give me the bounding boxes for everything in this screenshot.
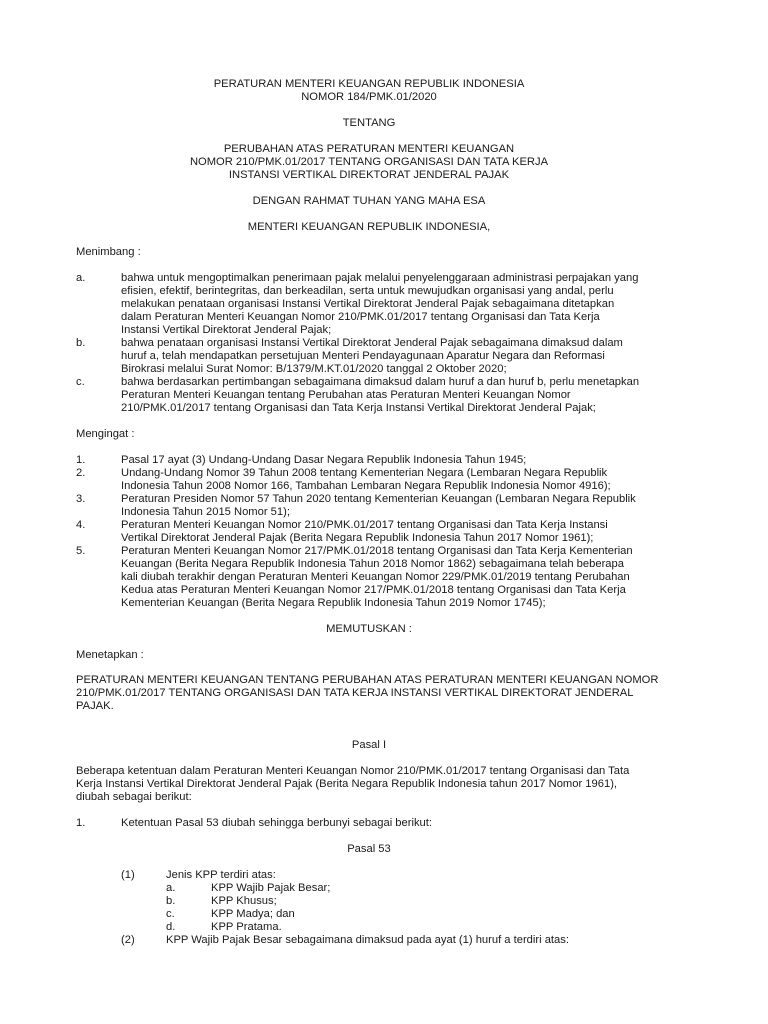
- tentang-heading: TENTANG: [342, 117, 396, 129]
- huruf-num: c.: [166, 908, 175, 920]
- mengingat-item: Undang-Undang Nomor 39 Tahun 2008 tentang Kementerian Negara (Lembaran Negara Republik Indonesia Tahun 2008 Nomor 166, Tambahan Lembaran Negara Republik Indonesia Nomor 4916);: [121, 467, 611, 492]
- mengingat-item: Peraturan Presiden Nomor 57 Tahun 2020 tentang Kementerian Keuangan (Lembaran Negara Republik Indonesia Tahun 2015 Nomor 51);: [121, 493, 636, 518]
- menetapkan-label: Menetapkan :: [76, 649, 144, 661]
- regulation-number: NOMOR 184/PMK.01/2020: [301, 91, 437, 103]
- ayat-text: Jenis KPP terdiri atas:: [166, 869, 276, 881]
- huruf-num: a.: [166, 882, 176, 894]
- mengingat-item: Pasal 17 ayat (3) Undang-Undang Dasar Negara Republik Indonesia Tahun 1945;: [121, 454, 527, 466]
- menimbang-label: Menimbang :: [76, 246, 141, 258]
- huruf-text: KPP Madya; dan: [211, 908, 295, 920]
- mengingat-item: Peraturan Menteri Keuangan Nomor 217/PMK.01/2018 tentang Organisasi dan Tata Kerja Kementerian Keuangan (Berita Negara Republik Indonesia Tahun 2018 Nomor 1862) sebagaimana telah beberapa kali diubah terakhir dengan Peraturan Menteri Keuangan Nomor 229/PMK.01/2019 tentang Perubahan Kedua atas Peraturan Menteri Keuangan Nomor 217/PMK.01/2018 tentang Organisasi dan Tata Kerja Kementerian Keuangan (Berita Negara Republik Indonesia Tahun 2019 Nomor 1745);: [121, 545, 633, 609]
- menimbang-num: c.: [76, 376, 85, 388]
- huruf-num: b.: [166, 895, 176, 907]
- mengingat-item: Peraturan Menteri Keuangan Nomor 210/PMK.01/2017 tentang Organisasi dan Tata Kerja Instansi Vertikal Direktorat Jenderal Pajak (Berita Negara Republik Indonesia Tahun 2017 Nomor 1961);: [121, 519, 608, 544]
- pasal-i-intro: Beberapa ketentuan dalam Peraturan Menteri Keuangan Nomor 210/PMK.01/2017 tentang Organisasi dan Tata Kerja Instansi Vertikal Direktorat Jenderal Pajak (Berita Negara Republik Indonesia tahun 2017 Nomor 1961), diubah sebagai berikut:: [76, 765, 630, 803]
- pasal-i-item-num: 1.: [76, 817, 86, 829]
- mengingat-num: 3.: [76, 493, 86, 505]
- huruf-text: KPP Khusus;: [211, 895, 277, 907]
- huruf-text: KPP Wajib Pajak Besar;: [211, 882, 331, 894]
- menimbang-item: bahwa penataan organisasi Instansi Vertikal Direktorat Jenderal Pajak sebagaimana dimaksud dalam huruf a, telah mendapatkan persetujuan Menteri Pendayagunaan Aparatur Negara dan Reformasi Birokrasi melalui Surat Nomor: B/1379/M.KT.01/2020 tanggal 2 Oktober 2020;: [121, 337, 623, 375]
- subject-line: INSTANSI VERTIKAL DIREKTORAT JENDERAL PAJAK: [228, 169, 510, 181]
- pasal-i-item: Ketentuan Pasal 53 diubah sehingga berbunyi sebagai berikut:: [121, 817, 432, 829]
- regulation-title: PERATURAN MENTERI KEUANGAN REPUBLIK INDONESIA: [213, 78, 525, 90]
- menimbang-num: b.: [76, 337, 86, 349]
- menimbang-num: a.: [76, 272, 86, 284]
- menimbang-item: bahwa untuk mengoptimalkan penerimaan pajak melalui penyelenggaraan administrasi perpajakan yang efisien, efektif, berintegritas, dan berkeadilan, serta untuk mewujudkan organisasi yang andal, perlu melakukan penataan organisasi Instansi Vertikal Direktorat Jenderal Pajak sebagaimana ditetapkan dalam Peraturan Menteri Keuangan Nomor 210/PMK.01/2017 tentang Organisasi dan Tata Kerja Instansi Vertikal Direktorat Jenderal Pajak;: [121, 272, 639, 336]
- mengingat-num: 1.: [76, 454, 86, 466]
- mengingat-label: Mengingat :: [76, 428, 135, 440]
- menetapkan-text: PERATURAN MENTERI KEUANGAN TENTANG PERUBAHAN ATAS PERATURAN MENTERI KEUANGAN NOMOR 210/PMK.01/2017 TENTANG ORGANISASI DAN TATA KERJA INSTANSI VERTIKAL DIREKTORAT JENDERAL PAJAK.: [76, 674, 659, 712]
- huruf-text: KPP Pratama.: [211, 921, 282, 933]
- ayat-num: (1): [121, 869, 135, 881]
- ayat-text: KPP Wajib Pajak Besar sebagaimana dimaksud pada ayat (1) huruf a terdiri atas:: [166, 934, 569, 946]
- menimbang-item: bahwa berdasarkan pertimbangan sebagaimana dimaksud dalam huruf a dan huruf b, perlu menetapkan Peraturan Menteri Keuangan tentang Perubahan atas Peraturan Menteri Keuangan Nomor 210/PMK.01/2017 tentang Organisasi dan Tata Kerja Instansi Vertikal Direktorat Jenderal Pajak;: [121, 376, 640, 414]
- huruf-num: d.: [166, 921, 176, 933]
- mengingat-num: 2.: [76, 467, 86, 479]
- pasal-53-heading: Pasal 53: [347, 843, 391, 855]
- mengingat-num: 5.: [76, 545, 86, 557]
- pasal-i-heading: Pasal I: [351, 739, 387, 751]
- ayat-num: (2): [121, 934, 135, 946]
- subject-line: PERUBAHAN ATAS PERATURAN MENTERI KEUANGAN: [223, 143, 515, 155]
- memutuskan-heading: MEMUTUSKAN :: [326, 623, 412, 635]
- mengingat-num: 4.: [76, 519, 86, 531]
- rahmat-line: DENGAN RAHMAT TUHAN YANG MAHA ESA: [252, 195, 486, 207]
- subject-line: NOMOR 210/PMK.01/2017 TENTANG ORGANISASI DAN TATA KERJA: [189, 156, 549, 168]
- menteri-line: MENTERI KEUANGAN REPUBLIK INDONESIA,: [247, 221, 491, 233]
